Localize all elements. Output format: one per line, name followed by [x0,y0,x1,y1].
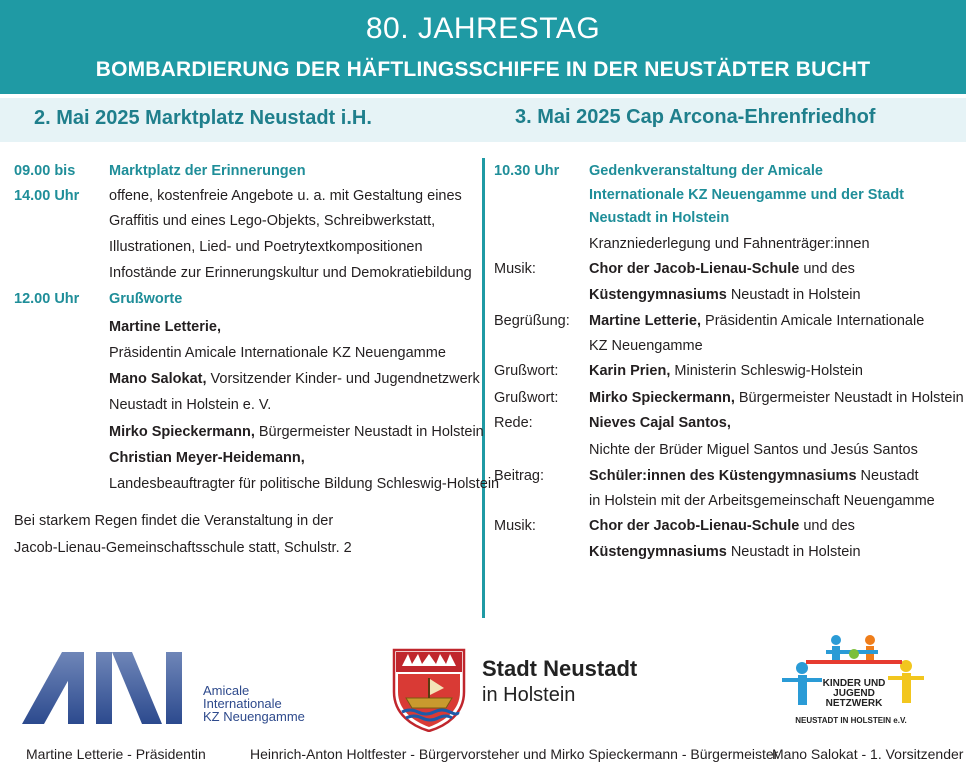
program-text: Neustadt [856,468,919,484]
time-label: 10.30 Uhr [494,163,560,179]
speaker-name: Mano Salokat, [109,371,207,387]
amicale-wordmark [203,684,305,723]
speaker-role: Ministerin Schleswig-Holstein [670,363,863,379]
stadt-wordmark [482,656,637,707]
role-label: Musik: [494,261,536,277]
role-label: Grußwort: [494,363,559,379]
item-text: Kranzniederlegung und Fahnenträger:innen [589,236,870,252]
amicale-logo-icon [22,652,192,724]
speaker-name: Mirko Spieckermann, [589,390,735,406]
role-label: Grußwort: [494,390,559,406]
role-label: Beitrag: [494,468,544,484]
speaker-role: Vorsitzender Kinder- und Jugendnetzwerk [206,371,480,387]
date-day1: 2. Mai 2025 Marktplatz Neustadt i.H. [34,107,372,129]
header-banner [0,0,966,94]
program-text: und des [799,518,855,534]
program-line [589,467,919,485]
kjn-subtitle: NEUSTADT IN HOLSTEIN e.V. [795,716,907,725]
anniversary-title: 80. JAHRESTAG [365,12,601,45]
amicale-line: Amicale [203,683,250,698]
kjn-line: NETZWERK [825,698,883,709]
item-text: Graffitis und eines Lego-Objekts, Schreibwerkstatt, [109,213,436,229]
item-title: Grußworte [109,291,183,307]
stadt-name: Stadt Neustadt [482,656,638,681]
date-day2: 3. Mai 2025 Cap Arcona-Ehrenfriedhof [515,106,876,128]
performer-name: Chor der Jacob-Lienau-Schule [589,518,800,534]
speaker-name: Martine Letterie, [109,319,221,335]
neustadt-crest-icon [392,648,466,732]
speaker-role: Präsidentin Amicale Internationale KZ Neuengamme [109,345,446,361]
program-line [589,389,964,407]
speaker-name: Nieves Cajal Santos, [589,415,731,431]
footer-center: Heinrich-Anton Holtfester - Bürgervorsteher und Mirko Spieckermann - Bürgermeister [250,746,779,762]
date-band [0,98,966,142]
speaker-line [109,423,484,441]
program-text: Neustadt in Holstein [726,544,861,560]
role-label: Begrüßung: [494,313,570,329]
program-line [589,260,855,278]
kjn-wordmark [808,679,900,709]
speaker-role: Neustadt in Holstein e. V. [109,397,272,413]
role-label: Musik: [494,518,536,534]
kjn-line: KINDER UND [822,678,886,689]
item-title: Gedenkveranstaltung der Amicale [589,163,823,179]
rain-note: Bei starkem Regen findet die Veranstaltung in der [14,513,334,529]
item-title: Neustadt in Holstein [589,210,730,226]
speaker-role: Präsidentin Amicale Internationale [701,313,925,329]
program-line [589,362,863,380]
speaker-line [109,370,480,388]
program-text: und des [799,261,855,277]
speaker-name: Martine Letterie, [589,313,701,329]
amicale-line: Internationale [203,696,282,711]
speaker-role: KZ Neuengamme [589,338,703,354]
performer-name: Küstengymnasiums [589,544,727,560]
program-text: Neustadt in Holstein [726,287,861,303]
program-line [589,543,861,561]
program-text: in Holstein mit der Arbeitsgemeinschaft Neuengamme [589,493,935,509]
rain-note: Jacob-Lienau-Gemeinschaftsschule statt, Schulstr. 2 [14,540,352,556]
footer-right: Mano Salokat - 1. Vorsitzender [772,746,964,762]
speaker-name: Christian Meyer-Heidemann, [109,450,305,466]
event-title: BOMBARDIERUNG DER HÄFTLINGSSCHIFFE IN DER NEUSTÄDTER BUCHT [95,58,871,81]
time-label: 09.00 bis [14,163,76,179]
speaker-role: Bürgermeister Neustadt in Holstein [734,390,964,406]
role-label: Rede: [494,415,533,431]
program-line [589,312,924,330]
item-text: Illustrationen, Lied- und Poetrytextkompositionen [109,239,423,255]
program-line [589,286,861,304]
speaker-name: Karin Prien, [589,363,671,379]
stadt-subtitle: in Holstein [482,684,576,706]
speaker-name: Mirko Spieckermann, [109,424,255,440]
item-title: Marktplatz der Erinnerungen [109,163,306,179]
column-divider [482,158,485,618]
item-text: Infostände zur Erinnerungskultur und Demokratiebildung [109,265,472,281]
speaker-role: Landesbeauftragter für politische Bildung Schleswig-Holstein [109,476,500,492]
item-text: offene, kostenfreie Angebote u. a. mit Gestaltung eines [109,188,462,204]
kjn-line: JUGEND [833,688,875,699]
time-label: 12.00 Uhr [14,291,80,307]
amicale-line: KZ Neuengamme [203,709,305,724]
time-label: 14.00 Uhr [14,188,80,204]
item-title: Internationale KZ Neuengamme und der Stadt [589,187,905,203]
speaker-role: Nichte der Brüder Miguel Santos und Jesús Santos [589,442,918,458]
performer-name: Chor der Jacob-Lienau-Schule [589,261,800,277]
program-line [589,517,855,535]
performer-name: Küstengymnasiums [589,287,727,303]
footer-left: Martine Letterie - Präsidentin [26,746,206,762]
speaker-role: Bürgermeister Neustadt in Holstein [254,424,484,440]
performer-name: Schüler:innen des Küstengymnasiums [589,468,857,484]
